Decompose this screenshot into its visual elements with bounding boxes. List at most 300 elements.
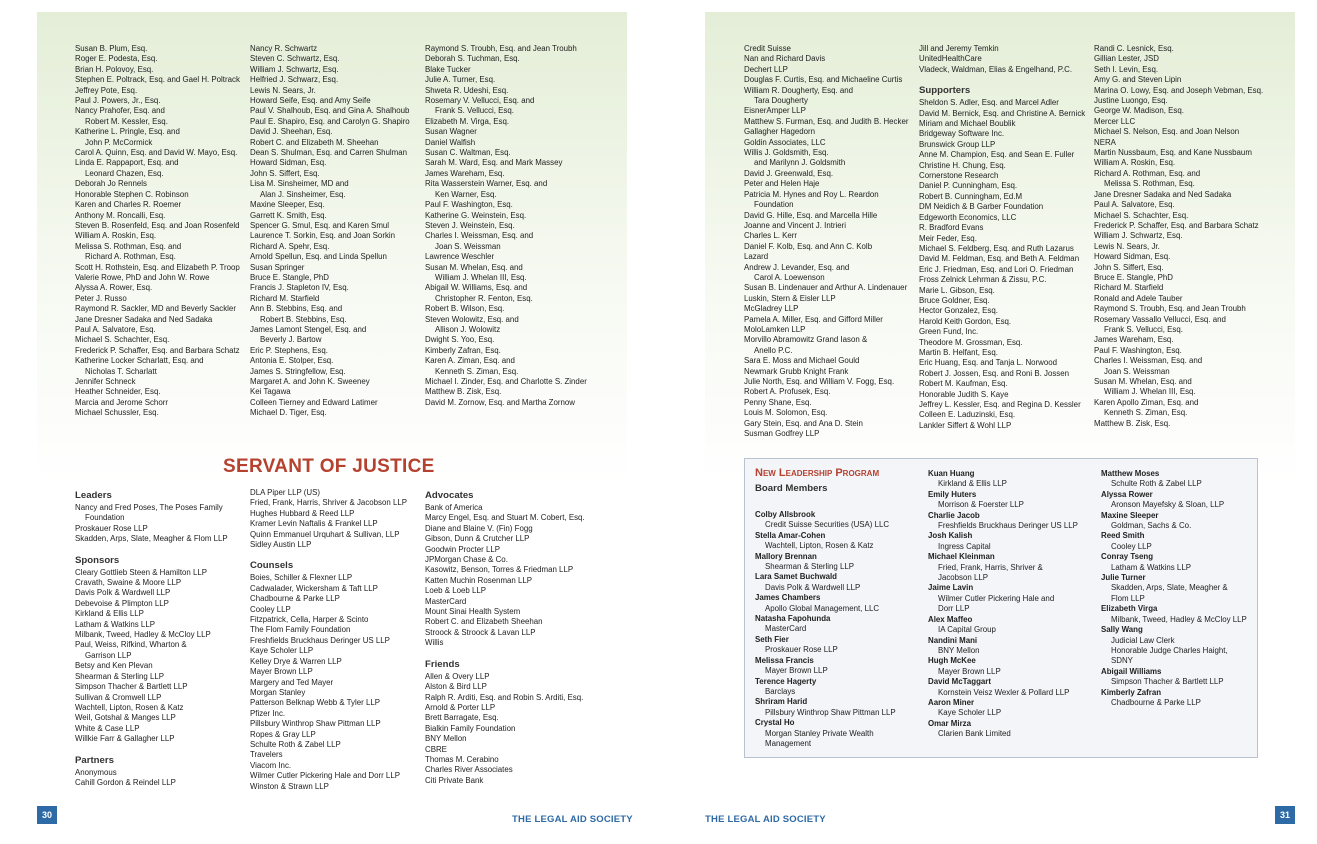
donor-line: Gillian Lester, JSD bbox=[1094, 54, 1159, 64]
member-name: Omar Mirza bbox=[928, 718, 971, 728]
right-page bbox=[705, 12, 1295, 814]
donor-line: Colleen E. Laduzinski, Esq. bbox=[919, 410, 1016, 420]
donor-line: Steven J. Weinstein, Esq. bbox=[425, 220, 515, 230]
donor-line-continued: Tara Dougherty bbox=[754, 96, 808, 106]
donor-line: Paul A. Salvatore, Esq. bbox=[1094, 200, 1175, 210]
donor-line: Vladeck, Waldman, Elias & Engelhand, P.C. bbox=[919, 64, 1073, 74]
donor-line: Abigail W. Williams, Esq. and bbox=[425, 283, 528, 293]
donor-line: Stroock & Stroock & Lavan LLP bbox=[425, 627, 536, 637]
donor-line: Edgeworth Economics, LLC bbox=[919, 212, 1017, 222]
member-organization: Freshfields Bruckhaus Deringer US LLP bbox=[938, 521, 1078, 531]
donor-line: Bruce Goldner, Esq. bbox=[919, 295, 990, 305]
donor-line: Jill and Jeremy Temkin bbox=[919, 44, 999, 53]
donor-line: Ronald and Adele Tauber bbox=[1094, 293, 1183, 303]
donor-line: Steven C. Schwartz, Esq. bbox=[250, 54, 340, 64]
donor-line: Louis M. Solomon, Esq. bbox=[744, 408, 828, 418]
donor-line-continued: Beverly J. Bartow bbox=[260, 335, 322, 345]
donor-line: Michael S. Schachter, Esq. bbox=[75, 335, 170, 345]
donor-line: The Flom Family Foundation bbox=[250, 625, 351, 635]
group-heading: Advocates bbox=[425, 490, 474, 501]
donor-line-continued: Joan S. Weissman bbox=[1104, 366, 1170, 376]
donor-line: Meir Feder, Esq. bbox=[919, 233, 977, 243]
donor-line: Matthew S. Furman, Esq. and Judith B. Hecker bbox=[744, 116, 909, 126]
member-organization: Honorable Judge Charles Haight, bbox=[1111, 645, 1228, 655]
donor-line: Richard A. Spehr, Esq. bbox=[250, 241, 330, 251]
donor-line: Cravath, Swaine & Moore LLP bbox=[75, 578, 182, 588]
donor-line: David J. Greenwald, Esq. bbox=[744, 168, 834, 178]
donor-line: William J. Schwartz, Esq. bbox=[1094, 231, 1183, 241]
member-organization: Kaye Scholer LLP bbox=[938, 708, 1002, 718]
donor-line: Goodwin Procter LLP bbox=[425, 544, 500, 554]
donor-line: Goldin Associates, LLC bbox=[744, 137, 826, 147]
sponsor-column bbox=[250, 488, 407, 792]
donor-line: Nan and Richard Davis bbox=[744, 54, 826, 64]
donor-line: Deborah S. Tuchman, Esq. bbox=[425, 54, 520, 64]
donor-line: Citi Private Bank bbox=[425, 775, 484, 785]
donor-line: Nancy R. Schwartz bbox=[250, 44, 318, 53]
donor-line: Fross Zelnick Lehrman & Zissu, P.C. bbox=[919, 275, 1047, 285]
member-organization: SDNY bbox=[1111, 656, 1133, 666]
donor-line: Shearman & Sterling LLP bbox=[75, 671, 165, 681]
donor-line: Howard Seife, Esq. and Amy Seife bbox=[250, 96, 371, 106]
donor-line-continued: Frank S. Vellucci, Esq. bbox=[435, 106, 514, 116]
donor-line: Katherine G. Weinstein, Esq. bbox=[425, 210, 527, 220]
donor-line-continued: Kenneth S. Ziman, Esq. bbox=[435, 366, 519, 376]
donor-line: Willis bbox=[425, 638, 444, 648]
donor-line: Eric Huang, Esq. and Tanja L. Norwood bbox=[919, 358, 1058, 368]
donor-line: Morvillo Abramowitz Grand Iason & bbox=[744, 335, 868, 345]
donor-line: Chadbourne & Parke LLP bbox=[250, 594, 340, 604]
donor-line: Loeb & Loeb LLP bbox=[425, 586, 486, 596]
member-name: David McTaggart bbox=[928, 677, 991, 687]
donor-line: R. Bradford Evans bbox=[919, 223, 984, 233]
donor-line: Richard M. Starfield bbox=[1094, 283, 1164, 293]
donor-line-continued: Allison J. Wolowitz bbox=[435, 324, 501, 334]
donor-line: James Wareham, Esq. bbox=[1094, 335, 1174, 345]
donor-line-continued: Ken Warner, Esq. bbox=[435, 189, 497, 199]
member-organization: Barclays bbox=[765, 686, 796, 696]
donor-line: Winston & Strawn LLP bbox=[250, 781, 329, 791]
member-name: Shriram Harid bbox=[755, 697, 808, 707]
member-name: Julie Turner bbox=[1101, 573, 1146, 583]
donor-line: Davis Polk & Wardwell LLP bbox=[75, 588, 171, 598]
donor-line: Thomas M. Cerabino bbox=[425, 754, 499, 764]
donor-line: Frederick P. Schaffer, Esq. and Barbara Schatz bbox=[1094, 220, 1259, 230]
member-organization: Shearman & Sterling LLP bbox=[765, 562, 855, 572]
donor-line: Bruce E. Stangle, PhD bbox=[250, 272, 329, 282]
donor-line: Wachtell, Lipton, Rosen & Katz bbox=[75, 702, 184, 712]
member-name: Charlie Jacob bbox=[928, 510, 980, 520]
donor-line: Julie A. Turner, Esq. bbox=[425, 75, 496, 85]
donor-line: Jane Dresner Sadaka and Ned Sadaka bbox=[1094, 189, 1232, 199]
donor-line: Anonymous bbox=[75, 767, 117, 777]
member-organization: Management bbox=[765, 738, 812, 748]
donor-line: Linda E. Rappaport, Esq. and bbox=[75, 158, 179, 168]
donor-line: Marcy Engel, Esq. and Stuart M. Cobert, Esq. bbox=[425, 513, 585, 523]
donor-line: Robert M. Kaufman, Esq. bbox=[919, 379, 1008, 389]
donor-line: Margery and Ted Mayer bbox=[250, 677, 334, 687]
donor-line: Katherine L. Pringle, Esq. and bbox=[75, 127, 180, 137]
member-name: Abigail Williams bbox=[1101, 666, 1162, 676]
donor-line: David G. Hille, Esq. and Marcella Hille bbox=[744, 210, 878, 220]
donor-line: Travelers bbox=[250, 750, 283, 760]
donor-line: Ralph R. Arditi, Esq. and Robin S. Arditi, Esq. bbox=[425, 692, 584, 702]
donor-line: Lawrence Weschler bbox=[425, 252, 495, 262]
donor-line: Brett Barragate, Esq. bbox=[425, 713, 499, 723]
donor-line: Steven Wolowitz, Esq. and bbox=[425, 314, 519, 324]
member-name: Stella Amar-Cohen bbox=[755, 530, 826, 540]
donor-line: Lewis N. Sears, Jr. bbox=[1094, 241, 1160, 251]
section-title: SERVANT OF JUSTICE bbox=[223, 456, 435, 477]
member-name: Kuan Huang bbox=[928, 469, 975, 478]
member-name: Reed Smith bbox=[1101, 531, 1145, 541]
donor-line: Stephen E. Poltrack, Esq. and Gael H. Poltrack bbox=[75, 75, 240, 85]
spacer bbox=[250, 550, 407, 558]
donor-line: Rosemary Vassallo Vellucci, Esq. and bbox=[1094, 314, 1226, 324]
donor-line: James Lamont Stengel, Esq. and bbox=[250, 324, 367, 334]
donor-line: Viacom Inc. bbox=[250, 760, 292, 770]
donor-line: George W. Madison, Esq. bbox=[1094, 106, 1184, 116]
donor-line: Raymond R. Sackler, MD and Beverly Sackler bbox=[75, 304, 236, 314]
donor-line: Quinn Emmanuel Urquhart & Sullivan, LLP bbox=[250, 529, 400, 539]
donor-line: Susman Godfrey LLP bbox=[744, 429, 820, 439]
donor-line: Dean S. Shulman, Esq. and Carren Shulman bbox=[250, 148, 408, 158]
donor-line: Eric J. Friedman, Esq. and Lori O. Friedman bbox=[919, 264, 1074, 274]
donor-line: Joanne and Vincent J. Intrieri bbox=[744, 220, 847, 230]
donor-line: Susan Springer bbox=[250, 262, 305, 272]
member-organization: Wilmer Cutler Pickering Hale and bbox=[938, 593, 1055, 603]
donor-line: Susan C. Waltman, Esq. bbox=[425, 148, 511, 158]
donor-line: Marie L. Gibson, Esq. bbox=[919, 285, 995, 295]
donor-line: Kimberly Zafran, Esq. bbox=[425, 345, 501, 355]
donor-line: NERA bbox=[1094, 137, 1116, 147]
donor-line-continued: Nicholas T. Scharlatt bbox=[85, 366, 157, 376]
donor-line: Ann B. Stebbins, Esq. and bbox=[250, 304, 343, 314]
donor-line: Daniel P. Cunningham, Esq. bbox=[919, 181, 1018, 191]
donor-line-continued: Joan S. Weissman bbox=[435, 241, 501, 251]
donor-line: Kelley Drye & Warren LLP bbox=[250, 656, 342, 666]
donor-line: Sarah M. Ward, Esq. and Mark Massey bbox=[425, 158, 563, 168]
donor-line: MasterCard bbox=[425, 596, 467, 606]
donor-line: Colleen Tierney and Edward Latimer bbox=[250, 397, 378, 407]
member-name: Josh Kalish bbox=[928, 531, 973, 541]
donor-line: David J. Sheehan, Esq. bbox=[250, 127, 333, 137]
donor-line: Milbank, Tweed, Hadley & McCloy LLP bbox=[75, 630, 211, 640]
donor-line: Patricia M. Hynes and Roy L. Reardon bbox=[744, 189, 879, 199]
donor-line: Luskin, Stern & Eisler LLP bbox=[744, 293, 836, 303]
member-organization: Flom LLP bbox=[1111, 593, 1145, 603]
member-name: Alyssa Rower bbox=[1101, 489, 1153, 499]
donor-line: Rita Wasserstein Warner, Esq. and bbox=[425, 179, 548, 189]
footer-title: THE LEGAL AID SOCIETY bbox=[705, 814, 826, 825]
donor-line: Margaret A. and John K. Sweeney bbox=[250, 377, 370, 386]
donor-line: Raymond S. Troubh, Esq. and Jean Troubh bbox=[425, 44, 577, 53]
donor-line: BNY Mellon bbox=[425, 734, 467, 744]
donor-line: Karen A. Ziman, Esq. and bbox=[425, 356, 515, 366]
donor-line: Alston & Bird LLP bbox=[425, 682, 487, 692]
donor-line: Karen Apollo Ziman, Esq. and bbox=[1094, 397, 1199, 407]
donor-line: Gibson, Dunn & Crutcher LLP bbox=[425, 534, 530, 544]
donor-line-continued: Alan J. Sinsheimer, Esq. bbox=[260, 189, 346, 199]
donor-line: Paul V. Shalhoub, Esq. and Gina A. Shalhoub bbox=[250, 106, 410, 116]
member-name: Conray Tseng bbox=[1101, 552, 1154, 562]
member-organization: Credit Suisse Securities (USA) LLC bbox=[765, 520, 890, 530]
donor-line: Willkie Farr & Gallagher LLP bbox=[75, 734, 175, 744]
panel-title: New Leadership Program bbox=[755, 467, 880, 479]
donor-line: Debevoise & Plimpton LLP bbox=[75, 598, 169, 608]
donor-line: Paul F. Washington, Esq. bbox=[1094, 345, 1182, 355]
page-number: 30 bbox=[37, 806, 57, 824]
donor-line: DM Neidich & B Garber Foundation bbox=[919, 202, 1044, 212]
donor-line: Cahill Gordon & Reindel LLP bbox=[75, 777, 176, 787]
donor-line: Willis J. Goldsmith, Esq. bbox=[744, 148, 829, 158]
donor-line: Boies, Schiller & Flexner LLP bbox=[250, 573, 353, 583]
donor-line: Daniel F. Kolb, Esq. and Ann C. Kolb bbox=[744, 241, 873, 251]
donor-line-continued: Carol A. Loewenson bbox=[754, 272, 825, 282]
donor-line: Michael D. Tiger, Esq. bbox=[250, 408, 327, 418]
group-heading: Friends bbox=[425, 658, 460, 670]
member-organization: Jacobson LLP bbox=[938, 573, 989, 583]
member-name: Mallory Brennan bbox=[755, 551, 817, 561]
donor-line: EisnerAmper LLP bbox=[744, 106, 806, 116]
member-organization: Judicial Law Clerk bbox=[1111, 635, 1175, 645]
donor-line: JPMorgan Chase & Co. bbox=[425, 555, 508, 565]
donor-line: Diane and Blaine V. (Fin) Fogg bbox=[425, 523, 533, 533]
donor-line: Deborah Jo Rennels bbox=[75, 179, 147, 189]
donor-line: Richard A. Rothman, Esq. and bbox=[1094, 168, 1201, 178]
member-organization: BNY Mellon bbox=[938, 645, 980, 655]
donor-line-continued: Christopher R. Fenton, Esq. bbox=[435, 293, 533, 303]
donor-line-continued: and Marilynn J. Goldsmith bbox=[754, 158, 846, 168]
member-organization: Cooley LLP bbox=[1111, 541, 1152, 551]
donor-line: Paul J. Powers, Jr., Esq. bbox=[75, 96, 161, 106]
donor-column bbox=[75, 44, 240, 419]
donor-line: Lisa M. Sinsheimer, MD and bbox=[250, 179, 349, 189]
donor-line: John S. Siffert, Esq. bbox=[1094, 262, 1164, 272]
donor-line: Bank of America bbox=[425, 503, 483, 512]
member-organization: Clarien Bank Limited bbox=[938, 729, 1011, 739]
member-organization: Apollo Global Management, LLC bbox=[765, 603, 880, 613]
member-name: Seth Fier bbox=[755, 634, 789, 644]
donor-line: Harold Keith Gordon, Esq. bbox=[919, 316, 1012, 326]
donor-line: CBRE bbox=[425, 744, 447, 754]
donor-line: McGladrey LLP bbox=[744, 304, 799, 314]
donor-line: Michael Schussler, Esq. bbox=[75, 408, 159, 418]
donor-line: Kaye Scholer LLP bbox=[250, 646, 314, 656]
sponsor-column bbox=[425, 488, 585, 786]
donor-column bbox=[250, 44, 410, 419]
donor-line: Raymond S. Troubh, Esq. and Jean Troubh bbox=[1094, 304, 1246, 314]
donor-line-continued: William J. Whelan III, Esq. bbox=[435, 272, 527, 282]
donor-line: Cooley LLP bbox=[250, 604, 291, 614]
donor-line: Charles L. Kerr bbox=[744, 231, 798, 241]
donor-line: Nancy Prahofer, Esq. and bbox=[75, 106, 165, 116]
donor-line: Paul F. Washington, Esq. bbox=[425, 200, 513, 210]
donor-line: Peter and Helen Haje bbox=[744, 179, 820, 189]
donor-line: Robert C. and Elizabeth Sheehan bbox=[425, 617, 543, 627]
member-name: Alex Maffeo bbox=[928, 614, 973, 624]
donor-line: Susan B. Plum, Esq. bbox=[75, 44, 148, 53]
member-name: Natasha Fapohunda bbox=[755, 614, 831, 624]
donor-line: Patterson Belknap Webb & Tyler LLP bbox=[250, 698, 380, 708]
donor-line: Susan M. Whelan, Esq. and bbox=[1094, 377, 1192, 386]
donor-line: Eric P. Stephens, Esq. bbox=[250, 345, 328, 355]
donor-line: David M. Zornow, Esq. and Martha Zornow bbox=[425, 397, 575, 407]
donor-line-continued: John P. McCormick bbox=[85, 137, 153, 147]
donor-line: Antonia E. Stolper, Esq. bbox=[250, 356, 334, 366]
donor-line: Charles I. Weissman, Esq. and bbox=[425, 231, 534, 241]
member-organization: Mayer Brown LLP bbox=[938, 666, 1001, 676]
spacer bbox=[919, 75, 1085, 83]
donor-line: Kramer Levin Naftalis & Frankel LLP bbox=[250, 519, 378, 529]
donor-line: Kirkland & Ellis LLP bbox=[75, 609, 144, 619]
donor-line: Katherine Locker Scharlatt, Esq. and bbox=[75, 356, 204, 366]
donor-line: Susan M. Whelan, Esq. and bbox=[425, 262, 523, 272]
spacer bbox=[425, 649, 585, 657]
donor-line-continued: Foundation bbox=[85, 513, 125, 523]
donor-line: Mercer LLC bbox=[1094, 116, 1136, 126]
left-page bbox=[37, 12, 627, 814]
donor-line: Paul E. Shapiro, Esq. and Carolyn G. Shapiro bbox=[250, 116, 410, 126]
donor-line: Randi C. Lesnick, Esq. bbox=[1094, 44, 1174, 53]
board-column bbox=[928, 469, 1078, 740]
donor-line: Dwight S. Yoo, Esq. bbox=[425, 335, 495, 345]
donor-line: Anthony M. Roncalli, Esq. bbox=[75, 210, 166, 220]
member-organization: Pillsbury Winthrop Shaw Pittman LLP bbox=[765, 707, 896, 717]
donor-line: Robert B. Cunningham, Ed.M bbox=[919, 191, 1023, 201]
donor-line: Helfried J. Schwarz, Esq. bbox=[250, 75, 339, 85]
donor-line: Susan Wagner bbox=[425, 127, 477, 137]
member-organization: Morgan Stanley Private Wealth bbox=[765, 728, 874, 738]
donor-line: Morgan Stanley bbox=[250, 687, 306, 697]
donor-line: Sullivan & Cromwell LLP bbox=[75, 692, 162, 702]
member-name: Lara Samet Buchwald bbox=[755, 572, 838, 582]
donor-line: Wilmer Cutler Pickering Hale and Dorr LLP bbox=[250, 771, 400, 781]
donor-line: Newmark Grubb Knight Frank bbox=[744, 366, 849, 376]
member-organization: Schulte Roth & Zabel LLP bbox=[1111, 479, 1202, 489]
donor-line: Scott H. Rothstein, Esq. and Elizabeth P. Troop bbox=[75, 262, 240, 272]
donor-line: Allen & Overy LLP bbox=[425, 671, 490, 681]
donor-line: James S. Stringfellow, Esq. bbox=[250, 366, 346, 376]
donor-line: Penny Shane, Esq. bbox=[744, 397, 812, 407]
donor-line: Christine H. Chung, Esq. bbox=[919, 160, 1006, 170]
group-heading: Supporters bbox=[919, 85, 971, 97]
donor-line: Hector Gonzalez, Esq. bbox=[919, 306, 998, 316]
member-name: Maxine Sleeper bbox=[1101, 510, 1159, 520]
donor-line: Skadden, Arps, Slate, Meagher & Flom LLP bbox=[75, 534, 228, 544]
group-heading: Sponsors bbox=[75, 554, 120, 566]
donor-line: Robert A. Profusek, Esq. bbox=[744, 387, 831, 397]
donor-line: Arnold Spellun, Esq. and Linda Spellun bbox=[250, 252, 387, 262]
donor-line: Pamela A. Miller, Esq. and Gifford Miller bbox=[744, 314, 883, 324]
donor-line: Michael S. Nelson, Esq. and Joan Nelson bbox=[1094, 127, 1240, 137]
donor-line: Robert B. Wilson, Esq. bbox=[425, 304, 505, 314]
member-name: Elizabeth Virga bbox=[1101, 604, 1158, 614]
donor-line: Marina O. Lowy, Esq. and Joseph Vebman, Esq. bbox=[1094, 85, 1264, 95]
donor-line-continued: Robert B. Stebbins, Esq. bbox=[260, 314, 347, 324]
donor-line-continued: Anello P.C. bbox=[754, 345, 793, 355]
donor-line: Lankler Siffert & Wohl LLP bbox=[919, 420, 1012, 430]
donor-line: Honorable Stephen C. Robinson bbox=[75, 189, 189, 199]
donor-line: Ropes & Gray LLP bbox=[250, 729, 316, 739]
donor-line: Freshfields Bruckhaus Deringer US LLP bbox=[250, 635, 390, 645]
donor-line: Matthew B. Zisk, Esq. bbox=[1094, 418, 1171, 428]
donor-line: Sheldon S. Adler, Esq. and Marcel Adler bbox=[919, 98, 1059, 108]
member-organization: IA Capital Group bbox=[938, 625, 996, 635]
member-organization: Fried, Frank, Harris, Shriver & bbox=[938, 562, 1043, 572]
member-organization: Dorr LLP bbox=[938, 604, 970, 614]
member-organization: Goldman, Sachs & Co. bbox=[1111, 521, 1192, 531]
donor-line-continued: William J. Whelan III, Esq. bbox=[1104, 387, 1196, 397]
donor-line: Melissa S. Rothman, Esq. and bbox=[75, 241, 182, 251]
donor-line-continued: Foundation bbox=[754, 200, 794, 210]
member-organization: Proskauer Rose LLP bbox=[765, 645, 838, 655]
donor-line: Jane Dresner Sadaka and Ned Sadaka bbox=[75, 314, 213, 324]
donor-line: Andrew J. Levander, Esq. and bbox=[744, 262, 850, 272]
member-organization: Aronson Mayefsky & Sloan, LLP bbox=[1111, 500, 1225, 510]
page-number: 31 bbox=[1275, 806, 1295, 824]
donor-line: UnitedHealthCare bbox=[919, 54, 982, 64]
donor-line: Blake Tucker bbox=[425, 64, 471, 74]
donor-line: Richard M. Starfield bbox=[250, 293, 320, 303]
donor-line: Cornerstone Research bbox=[919, 171, 999, 181]
member-name: Michael Kleinman bbox=[928, 552, 995, 562]
member-name: Emily Huters bbox=[928, 489, 977, 499]
donor-line: Matthew B. Zisk, Esq. bbox=[425, 387, 502, 397]
member-name: Crystal Ho bbox=[755, 718, 795, 728]
donor-line: John S. Siffert, Esq. bbox=[250, 168, 320, 178]
donor-line: Peter J. Russo bbox=[75, 293, 127, 303]
donor-line: Shweta R. Udeshi, Esq. bbox=[425, 85, 509, 95]
donor-line: Karen and Charles R. Roemer bbox=[75, 200, 182, 210]
donor-line: Michael S. Feldberg, Esq. and Ruth Lazarus bbox=[919, 243, 1074, 253]
donor-line: Nancy and Fred Poses, The Poses Family bbox=[75, 503, 223, 512]
donor-line: Betsy and Ken Plevan bbox=[75, 661, 153, 671]
donor-line: Bialkin Family Foundation bbox=[425, 723, 516, 733]
donor-line: William R. Dougherty, Esq. and bbox=[744, 85, 854, 95]
member-organization: Milbank, Tweed, Hadley & McCloy LLP bbox=[1111, 614, 1247, 624]
panel-subtitle: Board Members bbox=[755, 483, 828, 494]
donor-line: Simpson Thacher & Bartlett LLP bbox=[75, 682, 188, 692]
donor-line: Valerie Rowe, PhD and John W. Rowe bbox=[75, 272, 210, 282]
donor-line: Brunswick Group LLP bbox=[919, 139, 996, 149]
donor-line: Robert J. Jossen, Esq. and Roni B. Jossen bbox=[919, 368, 1069, 378]
donor-line: Steven B. Rosenfeld, Esq. and Joan Rosenfeld bbox=[75, 220, 240, 230]
donor-line-continued: Kenneth S. Ziman, Esq. bbox=[1104, 408, 1188, 418]
donor-line: David M. Bernick, Esq. and Christine A. Bernick bbox=[919, 108, 1086, 118]
donor-line: William A. Roskin, Esq. bbox=[75, 231, 157, 241]
donor-line: Bruce E. Stangle, PhD bbox=[1094, 272, 1173, 282]
donor-line: Roger E. Podesta, Esq. bbox=[75, 54, 158, 64]
member-organization: Skadden, Arps, Slate, Meagher & bbox=[1111, 583, 1228, 593]
new-leadership-program-panel bbox=[744, 458, 1258, 758]
donor-line: Lewis N. Sears, Jr. bbox=[250, 85, 316, 95]
donor-line: Heather Schneider, Esq. bbox=[75, 387, 161, 397]
member-organization: Latham & Watkins LLP bbox=[1111, 562, 1191, 572]
donor-line: Martin Nussbaum, Esq. and Kane Nussbaum bbox=[1094, 148, 1252, 158]
donor-column bbox=[744, 44, 908, 439]
donor-line: Kei Tagawa bbox=[250, 387, 291, 397]
donor-line: Justine Luongo, Esq. bbox=[1094, 96, 1168, 106]
donor-line: Jennifer Schneck bbox=[75, 377, 136, 386]
donor-line: Carol A. Quinn, Esq. and David W. Mayo, Esq. bbox=[75, 148, 238, 158]
donor-line: Maxine Sleeper, Esq. bbox=[250, 200, 325, 210]
donor-line: Anne M. Champion, Esq. and Sean E. Fuller bbox=[919, 150, 1075, 160]
member-name: Hugh McKee bbox=[928, 656, 976, 666]
donor-line: Michael S. Schachter, Esq. bbox=[1094, 210, 1189, 220]
spacer bbox=[75, 745, 228, 753]
donor-line: DLA Piper LLP (US) bbox=[250, 488, 321, 497]
